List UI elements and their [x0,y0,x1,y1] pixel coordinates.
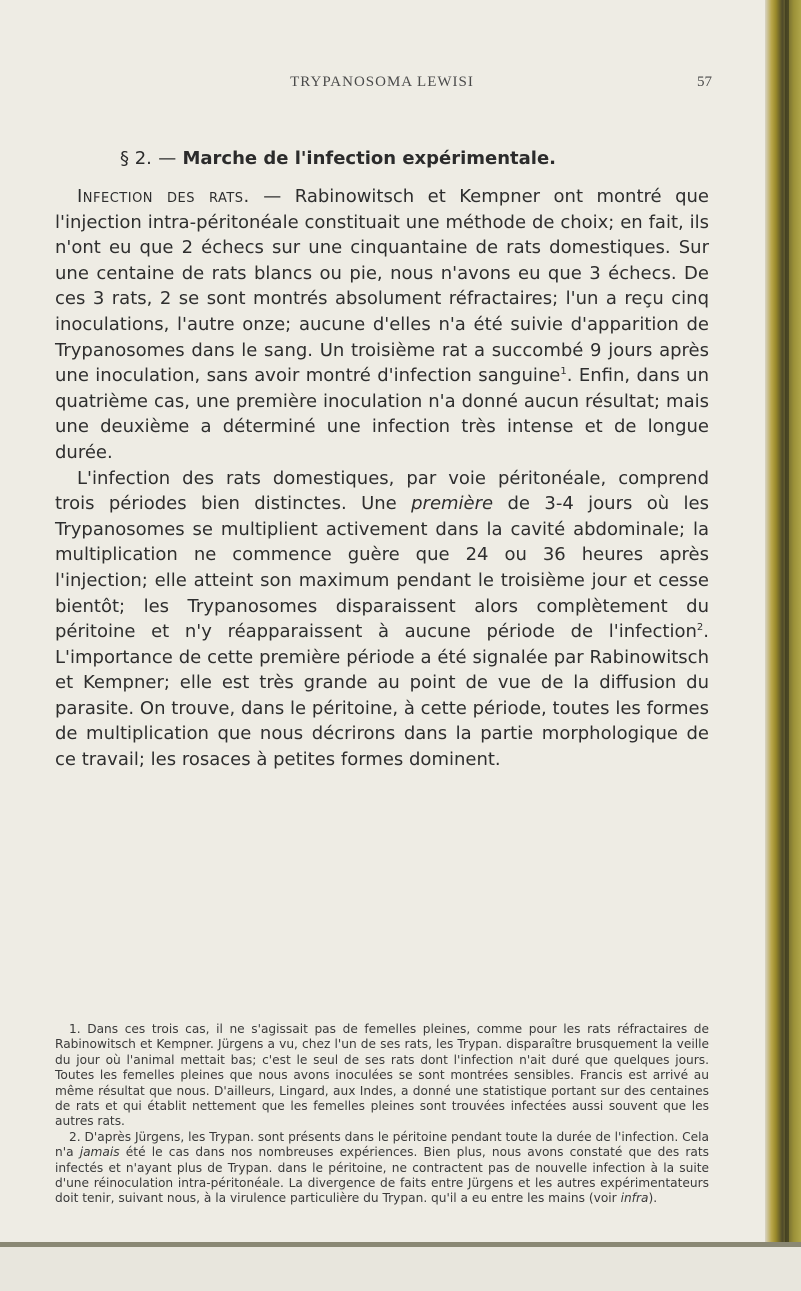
paragraph-1 [55,184,709,466]
footnote-2-text-c: ). [648,1191,658,1206]
footnote-2-emphasis-infra: infra [620,1191,649,1206]
paragraph-2 [55,466,709,773]
page-number: 57 [697,74,712,90]
footnote-2-text-b: été le cas dans nos nombreuses expériences. Bien plus, nous avons constaté que des rats infectés et n'ayant plus de Trypan. dans le péritoine, ne contractent pas de nouvelle infection à la suite d'une réinoculation intra-péritonéale. La divergence de faits entre Jürgens et les autres expérimentateurs doit tenir, suivant nous, à la virulence particulière du Trypan. qu'il a eu entre les mains (voir [55,1145,710,1206]
paragraph-2-emphasis: première [411,493,494,515]
running-title: TRYPANOSOMA LEWISI [290,74,474,90]
section-dash: — [158,148,177,169]
page-bottom-margin [0,1247,801,1291]
footnote-2-text-a: 2. D'après Jürgens, les Trypan. sont présents dans le péritoine pendant toute la durée de l'infection. Cela n'a [55,1129,709,1160]
paragraph-2-text-b: de 3-4 jours où les Trypanosomes se multiplient activement dans la cavité abdominale; la multiplication ne commence guère que 24 ou 36 heures après l'injection; elle atteint son maximum pendant le troisième jour et cesse bientôt; les Trypanosomes disparaissent alors complètement du péritoine et n'y réapparaissent à aucune période de l'infection [55,493,709,643]
paragraph-2-text-c: . L'importance de cette première période a été signalée par Rabinowitsch et Kempner; elle est très grande au point de vue de la diffusion du parasite. On trouve, dans le péritoine, à cette période, toutes les formes de multiplication que nous décrirons dans la partie morphologique de ce travail; les rosaces à petites formes dominent. [55,621,709,771]
body-text [55,184,709,773]
section-heading [120,148,720,169]
book-binding-edge [765,0,801,1291]
footnote-2 [55,1130,709,1207]
paragraph-1-text-b: . Enfin, dans un quatrième cas, une première inoculation n'a donné aucun résultat; mais une deuxième a déterminé une infection très intense et de longue durée. [55,365,709,463]
footnote-1: 1. Dans ces trois cas, il ne s'agissait pas de femelles pleines, comme pour les rats réfractaires de Rabinowitsch et Kempner. Jürgens a vu, chez l'un de ses rats, les Trypan. disparaître brusquement la veille du jour où l'animal mettait bas; c'est le seul de ses rats dont l'infection n'ait duré que quelques jours. Toutes les femelles pleines que nous avons inoculées se sont montrées sensibles. Francis est arrivé au même résultat que nous. D'ailleurs, Lingard, aux Indes, a donné une statistique portant sur des centaines de rats et qui établit nettement que les femelles pleines sont trouvées infectées aussi souvent que les autres rats. [55,1022,709,1129]
paragraph-1-text-a: — Rabinowitsch et Kempner ont montré que l'injection intra-péritonéale constituait une méthode de choix; en fait, ils n'ont eu que 2 échecs sur une cinquantaine de rats domestiques. Sur une centaine de rats blancs ou pie, nous n'avons eu que 3 échecs. De ces 3 rats, 2 se sont montrés absolument réfractaires; l'un a reçu cinq inoculations, l'autre onze; aucune d'elles n'a été suivie d'apparition de Trypanosomes dans le sang. Un troisième rat a succombé 9 jours après une inoculation, sans avoir montré d'infection sanguine [55,186,709,387]
running-head [52,74,712,98]
binding-shadow-stripe [785,0,789,1291]
footnotes [55,1022,709,1207]
section-title: Marche de l'infection expérimentale. [182,148,557,169]
paragraph-2-text-a: L'infection des rats domestiques, par voie péritonéale, comprend trois périodes bien distinctes. Une [55,467,709,515]
section-number: § 2. [120,148,152,169]
footnote-ref-2: 2 [696,622,704,634]
footnote-ref-1: 1 [560,366,567,378]
footnote-2-emphasis: jamais [79,1145,120,1160]
paragraph-label: Infection des rats. [77,186,250,207]
